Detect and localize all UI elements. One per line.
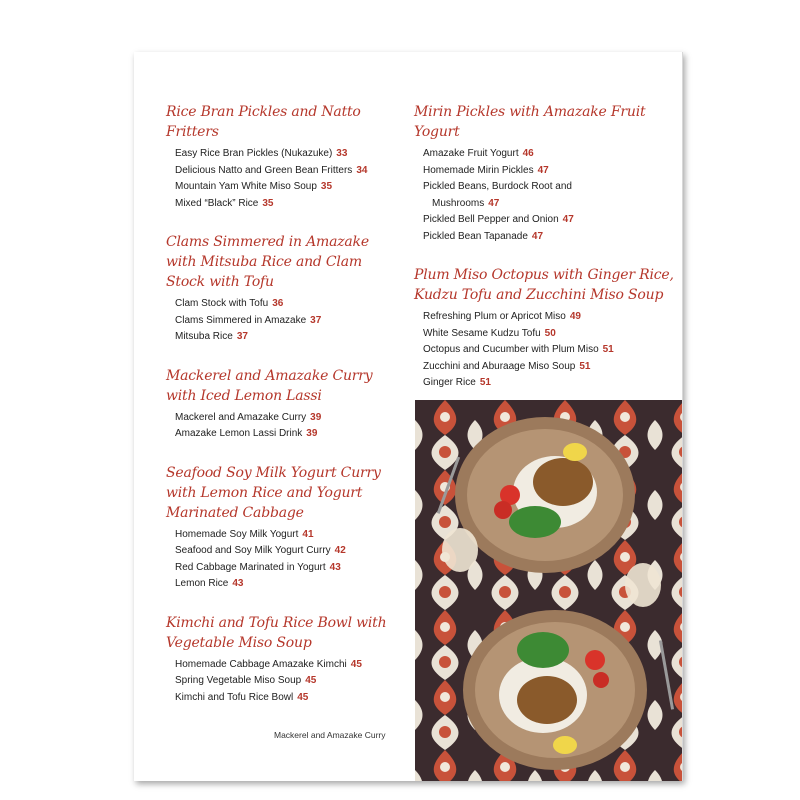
recipe-entry xyxy=(166,527,396,544)
book-page xyxy=(134,52,683,781)
recipe-section xyxy=(166,613,396,707)
recipe-entry xyxy=(166,560,396,577)
page-number: 37 xyxy=(310,314,322,326)
recipe-name: Octopus and Cucumber with Plum Miso xyxy=(423,344,599,355)
page-number: 39 xyxy=(306,428,318,439)
recipe-entry xyxy=(166,426,396,443)
recipe-name: Clam Stock with Tofu xyxy=(175,298,269,309)
page-number: 47 xyxy=(488,197,500,209)
page-number: 46 xyxy=(522,148,534,159)
page-number: 35 xyxy=(262,197,274,209)
recipe-entry xyxy=(414,212,676,229)
recipe-entry xyxy=(166,690,396,707)
recipe-section xyxy=(166,463,396,593)
recipe-name: Amazake Lemon Lassi Drink xyxy=(175,428,303,439)
recipe-entry xyxy=(414,179,676,212)
recipe-entry xyxy=(166,657,396,674)
recipe-entry xyxy=(414,163,676,180)
recipe-name: Mountain Yam White Miso Soup xyxy=(175,181,317,192)
recipe-entry xyxy=(166,196,396,213)
recipe-section xyxy=(414,265,676,392)
page-number: 37 xyxy=(236,331,248,342)
page-number: 51 xyxy=(579,360,591,372)
section-title: Rice Bran Pickles and Natto Fritters xyxy=(166,104,361,140)
recipe-name: Seafood and Soy Milk Yogurt Curry xyxy=(175,545,331,556)
recipe-name: Mackerel and Amazake Curry xyxy=(175,411,307,423)
recipe-name: Homemade Cabbage Amazake Kimchi xyxy=(175,658,347,670)
recipe-section xyxy=(414,102,676,245)
page-number: 36 xyxy=(272,298,284,309)
page-number: 45 xyxy=(297,691,309,703)
recipe-name: Amazake Fruit Yogurt xyxy=(423,148,519,159)
section-title: Kimchi and Tofu Rice Bowl with Vegetable Miso Soup xyxy=(166,614,387,651)
page-number: 45 xyxy=(350,658,362,670)
section-title: Mackerel and Amazake Curry with Iced Lemon Lassi xyxy=(166,367,373,404)
recipe-entry xyxy=(166,673,396,690)
recipe-name: Zucchini and Aburaage Miso Soup xyxy=(423,360,576,372)
recipe-name: Pickled Beans, Burdock Root and xyxy=(423,181,572,192)
recipe-entry xyxy=(166,329,396,346)
recipe-name: Mixed “Black” Rice xyxy=(175,197,259,209)
recipe-entry xyxy=(414,359,676,376)
recipe-entry xyxy=(166,313,396,330)
section-title: Mirin Pickles with Amazake Fruit Yogurt xyxy=(414,104,646,140)
page-number: 43 xyxy=(329,561,341,573)
recipe-entry xyxy=(414,229,676,246)
page-number: 45 xyxy=(305,675,317,686)
left-column xyxy=(166,102,396,726)
recipe-entry xyxy=(166,576,396,593)
recipe-name: Lemon Rice xyxy=(175,578,229,589)
right-column xyxy=(414,102,676,412)
recipe-name: White Sesame Kudzu Tofu xyxy=(423,327,541,339)
recipe-entry xyxy=(414,375,676,392)
recipe-name-continued xyxy=(423,196,676,213)
page-number: 43 xyxy=(232,578,244,589)
recipe-name: Pickled Bean Tapanade xyxy=(423,230,528,242)
recipe-name: Clams Simmered in Amazake xyxy=(175,314,307,326)
recipe-name: Easy Rice Bran Pickles (Nukazuke) xyxy=(175,148,333,159)
recipe-name-line2: Mushrooms xyxy=(432,197,485,209)
page-number: 33 xyxy=(336,148,348,159)
recipe-entry xyxy=(166,410,396,427)
page-number: 47 xyxy=(562,214,574,225)
section-title: Seafood Soy Milk Yogurt Curry with Lemon Rice and Yogurt Marinated Cabbage xyxy=(166,464,381,521)
curry-photo-illustration xyxy=(415,400,682,781)
page-number: 35 xyxy=(320,181,333,192)
recipe-entry xyxy=(414,309,676,326)
recipe-entry xyxy=(166,179,396,196)
recipe-name: Homemade Soy Milk Yogurt xyxy=(175,528,299,540)
page-number: 51 xyxy=(479,377,491,388)
recipe-name: Kimchi and Tofu Rice Bowl xyxy=(175,691,294,703)
page-number: 47 xyxy=(531,230,544,242)
page-number: 47 xyxy=(537,164,549,176)
recipe-name: Spring Vegetable Miso Soup xyxy=(175,675,302,686)
section-title: Plum Miso Octopus with Ginger Rice, Kudzu Tofu and Zucchini Miso Soup xyxy=(414,267,674,303)
page-number: 50 xyxy=(544,327,556,339)
recipe-entry xyxy=(166,163,396,180)
page-number: 39 xyxy=(310,411,322,423)
recipe-entry xyxy=(166,543,396,560)
recipe-entry xyxy=(414,146,676,163)
curry-photo xyxy=(415,400,682,781)
recipe-name: Delicious Natto and Green Bean Fritters xyxy=(175,164,353,176)
page-number: 34 xyxy=(356,164,368,176)
recipe-entry xyxy=(414,342,676,359)
recipe-name: Mitsuba Rice xyxy=(175,331,233,342)
recipe-entry xyxy=(414,326,676,343)
recipe-name: Ginger Rice xyxy=(423,377,476,388)
recipe-section xyxy=(166,102,396,212)
recipe-entry xyxy=(166,296,396,313)
recipe-name: Homemade Mirin Pickles xyxy=(423,164,534,176)
page-number: 49 xyxy=(569,311,581,322)
recipe-name: Pickled Bell Pepper and Onion xyxy=(423,214,559,225)
recipe-section xyxy=(166,366,396,443)
page-number: 41 xyxy=(302,528,314,540)
recipe-name: Red Cabbage Marinated in Yogurt xyxy=(175,561,326,573)
photo-caption: Mackerel and Amazake Curry xyxy=(274,730,386,740)
page-number: 42 xyxy=(334,545,346,556)
page-number: 51 xyxy=(602,344,614,355)
recipe-name: Refreshing Plum or Apricot Miso xyxy=(423,311,566,322)
section-title: Clams Simmered in Amazake with Mitsuba Rice and Clam Stock with Tofu xyxy=(166,234,369,290)
recipe-entry xyxy=(166,146,396,163)
recipe-section xyxy=(166,232,396,346)
